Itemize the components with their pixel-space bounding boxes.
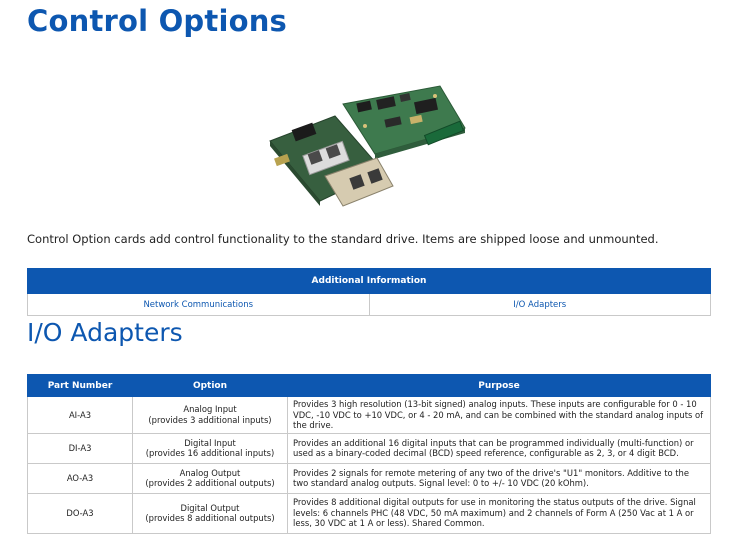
purpose-cell: Provides 8 additional digital outputs for use in monitoring the status outputs of the drive. Signal levels: 6 channels PHC (48 VDC, 50 mA maximum) and 2 channels of Form A (250 Vac at 1 A or less, 30 VDC at 1 A or less). Shared Common. bbox=[288, 493, 711, 533]
table-row bbox=[28, 397, 711, 434]
additional-information-header: Additional Information bbox=[28, 269, 711, 294]
table-row bbox=[28, 493, 711, 533]
io-adapters-heading: I/O Adapters bbox=[27, 318, 183, 347]
table-row bbox=[28, 433, 711, 463]
control-option-boards-image bbox=[265, 76, 475, 221]
intro-text: Control Option cards add control functionality to the standard drive. Items are shipped loose and unmounted. bbox=[27, 232, 659, 246]
option-cell: Analog Output (provides 2 additional outputs) bbox=[133, 463, 288, 493]
info-cell-io bbox=[369, 294, 711, 316]
column-purpose: Purpose bbox=[288, 375, 711, 397]
io-adapters-link[interactable]: I/O Adapters bbox=[513, 299, 567, 310]
option-cell: Analog Input (provides 3 additional inputs) bbox=[133, 397, 288, 434]
part-number-cell: DI-A3 bbox=[28, 433, 133, 463]
option-cell: Digital Input (provides 16 additional inputs) bbox=[133, 433, 288, 463]
purpose-cell: Provides 2 signals for remote metering of any two of the drive's "U1" monitors. Additive to the two standard analog outputs. Signal level: 0 to +/- 10 VDC (20 kOhm). bbox=[288, 463, 711, 493]
table-row bbox=[28, 463, 711, 493]
info-cell-network bbox=[28, 294, 370, 316]
column-part-number: Part Number bbox=[28, 375, 133, 397]
page-title: Control Options bbox=[27, 4, 288, 38]
part-number-cell: DO-A3 bbox=[28, 493, 133, 533]
network-communications-link[interactable]: Network Communications bbox=[143, 299, 254, 310]
purpose-cell: Provides an additional 16 digital inputs that can be programmed individually (multi-function) or used as a binary-coded decimal (BCD) speed reference, configurable as 2, 3, or 4 digit BCD. bbox=[288, 433, 711, 463]
part-number-cell: AO-A3 bbox=[28, 463, 133, 493]
part-number-cell: AI-A3 bbox=[28, 397, 133, 434]
column-option: Option bbox=[133, 375, 288, 397]
option-cell: Digital Output (provides 8 additional outputs) bbox=[133, 493, 288, 533]
circuit-boards-illustration bbox=[265, 76, 475, 221]
table-header-row bbox=[28, 375, 711, 397]
additional-information-table bbox=[27, 268, 711, 316]
purpose-cell: Provides 3 high resolution (13-bit signed) analog inputs. These inputs are configurable for 0 - 10 VDC, -10 VDC to +10 VDC, or 4 - 20 mA, and can be combined with the standard analog inputs of the drive. bbox=[288, 397, 711, 434]
io-adapters-table bbox=[27, 374, 711, 534]
